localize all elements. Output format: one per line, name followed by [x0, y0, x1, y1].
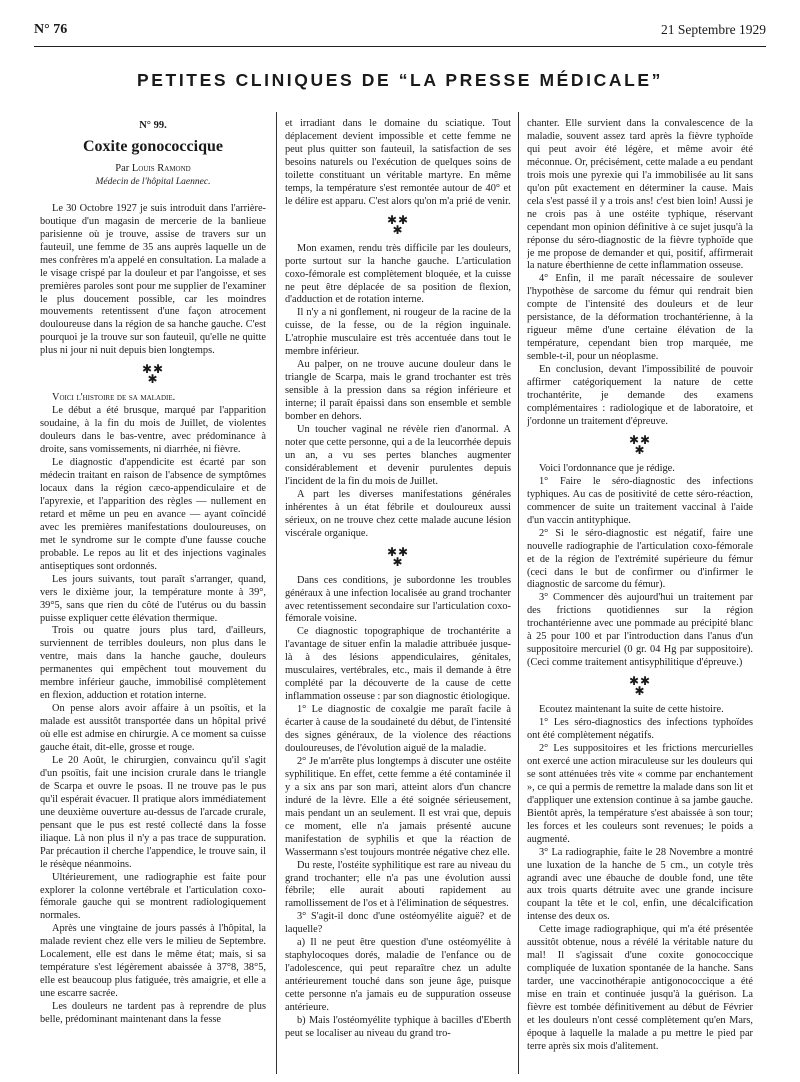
column-3: [527, 118, 753, 1078]
paragraph: Ultérieurement, une radiographie est faite pour explorer la colonne vertébrale et l'articulation coxo-fémorale gauche qui se montrent radiologiquement normales.: [40, 871, 266, 922]
paragraph: Dans ces conditions, je subordonne les troubles généraux à une infection localisée au grand trochanter avec retentissement secondaire sur l'articulation coxo-fémorale voisine.: [285, 574, 511, 625]
paragraph: Ecoutez maintenant la suite de cette histoire.: [539, 704, 724, 716]
paragraph: Les douleurs ne tardent pas à reprendre de plus belle, prédominant maintenant dans la fesse: [40, 1001, 266, 1026]
header-rule: [34, 46, 766, 47]
running-header: [34, 22, 766, 42]
paragraph: Les jours suivants, tout paraît s'arranger, quand, vers le dixième jour, la température monte à 39°, 39°5, sans que rien du côté de l'utérus ou du bassin puisse expliquer cette élévation thermique.: [40, 573, 266, 624]
paragraph: 2° Les suppositoires et les frictions mercurielles ont exercé une action miraculeuse sur les douleurs qui se sont atténuées très vite « comme par enchantement », ce qui a permis de remettre la malade dans son lit et d'appliquer une extension continue à sa jambe gauche. Bientôt après, la température s'est abaissée à son tour; les forces et les couleurs sont revenues; le poids a augmenté.: [527, 742, 753, 845]
paragraph: 3° Commencer dès aujourd'hui un traitement par des frictions quotidiennes sur la région trochantérienne avec une pommade au précipité blanc à 25 pour 100 et par l'introduction dans l'anus d'un suppositoire mercuriel (0 gr. 04 Hg par suppositoire). (Ceci comme traitement antisyphilitique d'épreuve.): [527, 592, 753, 669]
paragraph: b) Mais l'ostéomyélite typhique à bacilles d'Eberth peut se localiser au niveau du grand tro-: [285, 1015, 511, 1039]
column-divider: [276, 112, 277, 1074]
article-title: Coxite gonococcique: [83, 137, 223, 155]
paragraph: Trois ou quatre jours plus tard, d'ailleurs, surviennent de terribles douleurs, non plus dans le ventre, mais dans la hanche gauche, douleurs permanentes qui empêchent tout mouvement du membre inférieur gauche, immobilisé complètement en flexion, adduction et rotation interne.: [40, 625, 266, 702]
paragraph: et irradiant dans le domaine du sciatique. Tout déplacement devient impossible et cette femme ne peut plus quitter son fauteuil, la satisfaction de ses besoins naturels ou l'exécution de quelques soins de toilette constituant un véritable martyre. En même temps, la température s'est remontée autour de 40° et le délire est apparu. C'est alors qu'on m'a prié de venir.: [285, 118, 511, 207]
paragraph: a) Il ne peut être question d'une ostéomyélite à staphylocoques dorés, maladie de l'enfance ou de l'adolescence, qui peut reparaître chez un adulte antérieurement touché dans son jeune âge, puisque cette personne n'a jamais eu de suppuration osseuse antérieure.: [285, 937, 511, 1014]
paragraph: 2° Si le séro-diagnostic est négatif, faire une nouvelle radiographie de l'articulation coxo-fémorale et de la région de l'extrémité supérieure du fémur (ceci dans le but de confirmer ou d'infirmer le diagnostic de sarcome du fémur).: [527, 527, 753, 591]
paragraph: Après une vingtaine de jours passés à l'hôpital, la malade revient chez elle vers le milieu de Septembre. Localement, elle est dans le même état; mais, si sa température s'est légèrement abaissée à 37°8, 38°5, elle est beaucoup plus fatiguée, très amaigrie, et elle a une escarre sacrée.: [40, 923, 266, 1000]
section-separator: ✱✱ ✱: [628, 674, 652, 699]
paragraph: En conclusion, devant l'impossibilité de pouvoir affirmer catégoriquement la nature de cette trochantérite, je demande des examens complémentaires : radiologique et de laboratoire, et j'ordonne un traitement d'épreuve.: [527, 364, 753, 427]
paragraph: Le 20 Août, le chirurgien, convaincu qu'il s'agit d'un psoïtis, fait une incision crurale dans le triangle de Scarpa et ouvre le psoas. Il ne trouve pas le pus qu'il espérait évacuer. Il pratique alors immédiatement une deuxième ouverture au-dessus de l'arcade crurale, pensant que le pus est resté collecté dans la fosse iliaque. Là non plus il n'y a pas trace de suppuration. Par précaution il cherche l'appendice, le trouve sain, il le résèque néanmoins.: [40, 754, 266, 870]
paragraph: Du reste, l'ostéite syphilitique est rare au niveau du grand trochanter; elle n'a pas une évolution aussi fébrile; elle aurait abouti rapidement au ramollissement de l'os et à l'élimination de séquestres.: [285, 859, 511, 910]
column-2: [285, 118, 511, 1078]
section-heading: Voici l'histoire de sa maladie.: [52, 392, 176, 404]
paragraph: On pense alors avoir affaire à un psoïtis, et la malade est aussitôt transportée dans un hôpital privé où elle est admise en chirurgie. A ce moment sa cuisse gauche était, dit-elle, grosse et rouge.: [40, 703, 266, 754]
paragraph: Le diagnostic d'appendicite est écarté par son médecin traitant en raison de l'absence de symptômes locaux dans la région cæco-appendiculaire et de l'apyrexie, et l'apparition des règles — nullement en retard et même un peu en avance — ayant coïncidé avec les premières manifestations douloureuses, on met le syndrome sur le compte d'une fausse couche probable. Le repos au lit et des injections vaginales antiseptiques sont ordonnés.: [40, 457, 266, 572]
article-number: N° 99.: [139, 120, 167, 131]
section-separator: ✱✱ ✱: [386, 544, 410, 569]
paragraph: 1° Faire le séro-diagnostic des infections typhiques. Au cas de positivité de cette séro-réaction, commencer de suite un traitement vaccinal à l'aide d'un vaccin antityphique.: [527, 475, 753, 526]
paragraph: 1° Les séro-diagnostics des infections typhoïdes ont été complètement négatifs.: [527, 717, 753, 742]
paragraph: Il n'y a ni gonflement, ni rougeur de la racine de la cuisse, de la fesse, ou de la région inguinale. L'atrophie musculaire est très accentuée dans tout le membre inférieur.: [285, 307, 511, 358]
section-separator: ✱✱ ✱: [141, 362, 165, 387]
paragraph: Un toucher vaginal ne révèle rien d'anormal. A noter que cette personne, qui a de la leucorrhée depuis un an, a vu ses pertes blanches augmenter considérablement et devenir purulentes depuis l'incident de la fin du mois de Juillet.: [285, 424, 511, 487]
column-1: [40, 118, 266, 1078]
paragraph: Voici l'ordonnance que je rédige.: [539, 462, 675, 474]
paragraph: A part les diverses manifestations générales inhérentes à un état fébrile et douloureux aussi sérieux, on ne trouve chez cette malade aucune lésion viscérale organique.: [285, 488, 511, 539]
column-divider: [518, 112, 519, 1074]
paragraph: chanter. Elle survient dans la convalescence de la maladie, souvent assez tard après la fièvre typhoïde qui peut avoir été légère, et même avoir été méconnue. Or, précisément, cette malade a eu pendant trois mois une pyrexie qui l'a immobilisée au lit sans qu'on pût exactement en déterminer la cause. Mais cela s'est passé il y a trois ans! c'est bien loin! Aussi je ne crois pas à une ostéite typhique, réservant cependant mon opinion définitive à ce sujet jusqu'à la réponse du séro-diagnostic de la fièvre typhoïde que je me propose de demander et qui, positif, affirmerait la nature éberthienne de cette inflammation osseuse.: [527, 118, 753, 272]
paragraph: Le 30 Octobre 1927 je suis introduit dans l'arrière-boutique d'un magasin de mercerie de la banlieue parisienne où je trouve, assise de travers sur un fauteuil, une femme de 35 ans auprès laquelle un de mes confrères m'a appelé en consultation. La malade a le visage crispé par la douleur et par l'angoisse, et ses premières paroles sont pour me supplier de l'examiner le plus doucement possible, car les moindres mouvements retentissent d'une façon atrocement douloureuse dans la région de sa hanche gauche. C'est pourquoi je la trouve sur son fauteuil, qu'elle ne quitte plus ni jour ni nuit depuis bien longtemps.: [40, 202, 266, 357]
author-prefix: Par: [115, 162, 130, 174]
paragraph: Au palper, on ne trouve aucune douleur dans le triangle de Scarpa, mais le grand trochanter est très sensible à la pression dans sa région inférieure et interne; il paraît épaissi dans son ensemble et semble bomber en dehors.: [285, 359, 511, 423]
paragraph: 2° Je m'arrête plus longtemps à discuter une ostéite syphilitique. En effet, cette femme a été contaminée il y a six ans par son mari, atteint alors d'un chancre induré de la lèvre. Elle a été soignée sérieusement, mais pendant un an seulement. Il est vrai que, depuis ce moment, elle n'a jamais présenté aucune manifestation de syphilis et que la réaction de Wassermann s'est toujours montrée négative chez elle.: [285, 755, 511, 858]
paragraph: Mon examen, rendu très difficile par les douleurs, porte surtout sur la hanche gauche. L'articulation coxo-fémorale est complètement bloquée, et la cuisse ne peut être déplacée de sa position de flexion, d'adduction et de rotation interne.: [285, 242, 511, 306]
paragraph: 1° Le diagnostic de coxalgie me paraît facile à écarter à cause de la soudaineté du début, de l'intensité des signes généraux, de la violence des réactions douloureuses, de l'évolution aiguë de la maladie.: [285, 704, 511, 754]
paragraph: 4° Enfin, il me paraît nécessaire de soulever l'hypothèse de sarcome du fémur qui rendrait bien compte de l'intensité des douleurs et de leur persistance, de la déformation trochantérienne, à la rigueur même d'une certaine élévation de la température, cependant bien trop marquée, me semble-t-il, pour un néoplasme.: [527, 273, 753, 363]
section-separator: ✱✱ ✱: [386, 212, 410, 237]
issue-date: 21 Septembre 1929: [661, 22, 766, 37]
paragraph: Cette image radiographique, qui m'a été présentée aussitôt obtenue, nous a révélé la véritable nature du mal! Il s'agissait d'une coxite gonococcique compliquée de luxation spontanée de la hanche. Sans tarder, une vaccinothérapie antigonococcique a été mise en train et continuée jusqu'à la guérison. La fièvre est tombée définitivement au début de Février et les douleurs n'ont cessé complètement qu'en Mars, époque à laquelle la malade a pu mettre le pied par terre après six mois d'alitement.: [527, 924, 753, 1052]
paragraph: 3° S'agit-il donc d'une ostéomyélite aiguë? et de laquelle?: [285, 911, 511, 936]
paragraph: Le début a été brusque, marqué par l'apparition soudaine, à la fin du mois de Juillet, de violentes douleurs dans le bas-ventre, avec prédominance à droite, sans vomissements, ni diarrhée, ni fièvre.: [40, 405, 266, 456]
section-separator: ✱✱ ✱: [628, 432, 652, 457]
author-affiliation: Médecin de l'hôpital Laennec.: [95, 176, 211, 187]
masthead: PETITES CLINIQUES DE “LA PRESSE MÉDICALE”: [136, 70, 663, 90]
issue-number: N° 76: [34, 22, 68, 37]
author-line: [40, 163, 266, 176]
paragraph: Ce diagnostic topographique de trochantérite a l'avantage de situer enfin la maladie attribuée jusque-là à des lésions appendiculaires, génitales, musculaires, vertébrales, etc., mais il demande à être complété par la découverte de la cause de cette inflammation osseuse : par son diagnostic étiologique.: [285, 626, 511, 703]
author-name: Louis Ramond: [131, 162, 191, 174]
paragraph: 3° La radiographie, faite le 28 Novembre a montré une luxation de la hanche de 5 cm., un cotyle très agrandi avec une ébauche de double fond, une tête aux trois quarts détruite avec une grande incisure coupant la tête et le col, enfin, une décalcification intense des deux os.: [527, 846, 753, 923]
